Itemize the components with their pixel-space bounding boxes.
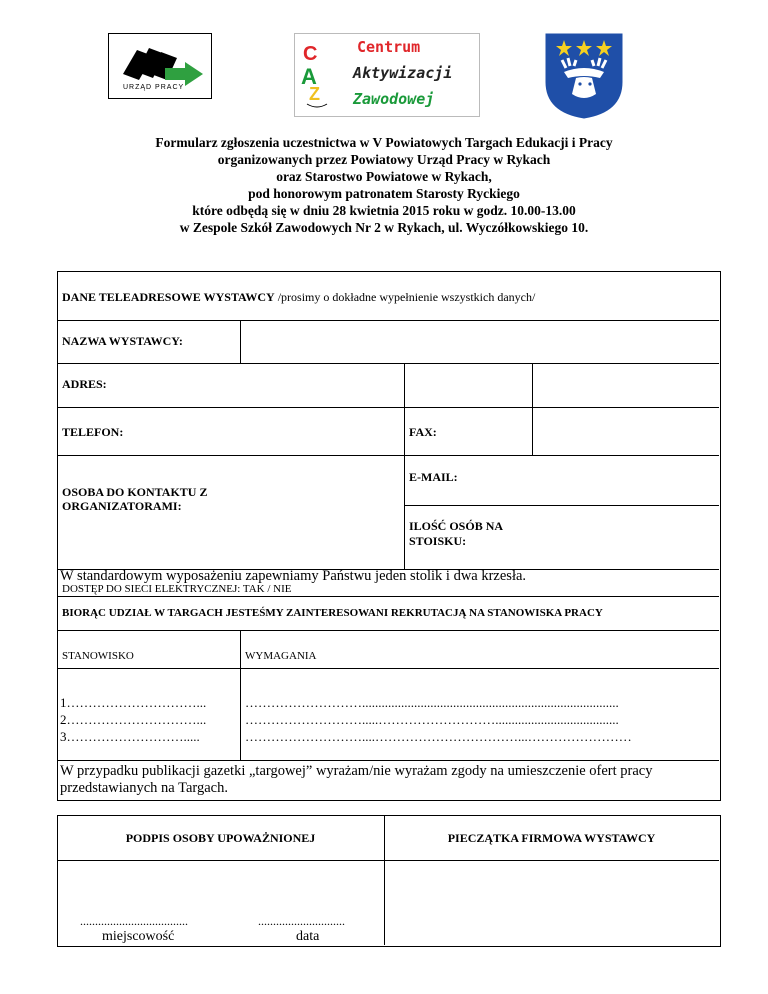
- svg-text:Z: Z: [309, 84, 320, 104]
- centrum-line3: Zawodowej: [353, 90, 435, 108]
- header-line-6: w Zespole Szkół Zawodowych Nr 2 w Rykach, ul. Wyczółkowskiego 10.: [179, 220, 589, 235]
- urzad-pracy-text: URZĄD PRACY: [123, 84, 185, 91]
- row-divider: [57, 455, 719, 456]
- row-divider: [57, 407, 719, 408]
- miejscowosc-dots[interactable]: ....................................: [80, 914, 188, 928]
- col-divider: [240, 320, 241, 363]
- email-label: E-MAIL:: [409, 470, 458, 484]
- requirements-list: [245, 694, 715, 745]
- header-line-2: organizowanych przez Powiatowy Urząd Pracy w Rykach: [217, 152, 551, 167]
- position-3[interactable]: 3……………………….....: [60, 729, 200, 744]
- rekrutacja-label: BIORĄC UDZIAŁ W TARGACH JESTEŚMY ZAINTERESOWANI REKRUTACJĄ NA STANOWISKA PRACY: [62, 607, 603, 619]
- gazetka-consent: W przypadku publikacji gazetki „targowej” wyrażam/nie wyrażam zgody na umieszczenie ofert pracy przedstawianych na Targach.: [60, 763, 653, 796]
- coat-of-arms-icon: [542, 32, 626, 120]
- header-line-5: które odbędą się w dniu 28 kwietnia 2015 roku w godz. 10.00-13.00: [192, 203, 576, 218]
- row-divider: [57, 668, 719, 669]
- svg-text:A: A: [301, 64, 317, 89]
- form-header: [80, 134, 688, 236]
- fax-label: FAX:: [409, 425, 437, 439]
- row-divider: [57, 596, 719, 597]
- osoba-label: OSOBA DO KONTAKTU Z ORGANIZATORAMI:: [62, 485, 208, 513]
- wymagania-header: WYMAGANIA: [245, 650, 317, 662]
- requirement-3[interactable]: ………………………....……………………………...……………………: [245, 729, 632, 744]
- centrum-line1: Centrum: [357, 38, 421, 56]
- requirement-1[interactable]: ………………………...............................................................................: [245, 695, 619, 710]
- podpis-header: PODPIS OSOBY UPOWAŻNIONEJ: [125, 831, 316, 845]
- adres-label: ADRES:: [62, 377, 107, 391]
- position-2[interactable]: 2…………………………...: [60, 712, 207, 727]
- pieczatka-header: PIECZĄTKA FIRMOWA WYSTAWCY: [447, 831, 656, 845]
- urzad-pracy-logo: [108, 33, 212, 99]
- col-divider: [532, 363, 533, 455]
- positions-list: [60, 694, 206, 745]
- row-divider: [57, 630, 719, 631]
- caz-letters-icon: [297, 34, 337, 114]
- data-label: data: [296, 929, 320, 944]
- data-dots[interactable]: .............................: [258, 914, 345, 928]
- position-1[interactable]: 1…………………………...: [60, 695, 207, 710]
- row-divider: [57, 860, 719, 861]
- header-line-4: pod honorowym patronatem Starosty Ryckiego: [248, 186, 520, 201]
- svg-text:C: C: [303, 43, 318, 65]
- standard-note: W standardowym wyposażeniu zapewniamy Państwu jeden stolik i dwa krzesła.: [60, 568, 527, 584]
- header-line-3: oraz Starostwo Powiatowe w Rykach,: [276, 169, 492, 184]
- row-divider: [57, 760, 719, 761]
- header-line-1: Formularz zgłoszenia uczestnictwa w V Powiatowych Targach Edukacji i Pracy: [155, 135, 613, 150]
- crest-logo: [542, 32, 626, 120]
- stanowisko-header: STANOWISKO: [62, 650, 134, 662]
- row-divider: [57, 363, 719, 364]
- centrum-logo: [294, 33, 480, 117]
- nazwa-label: NAZWA WYSTAWCY:: [62, 334, 183, 348]
- section-title: DANE TELEADRESOWE WYSTAWCY /prosimy o dokładne wypełnienie wszystkich danych/: [62, 290, 536, 304]
- centrum-line2: Aktywizacji: [353, 64, 453, 82]
- ilosc-label: ILOŚĆ OSÓB NA STOISKU:: [409, 519, 503, 548]
- col-divider: [404, 363, 405, 569]
- row-divider: [57, 320, 719, 321]
- requirement-2[interactable]: ……………………….....………………………......................................: [245, 712, 619, 727]
- miejscowosc-label: miejscowość: [102, 929, 175, 944]
- dostep-label: DOSTĘP DO SIECI ELEKTRYCZNEJ: TAK / NIE: [62, 583, 292, 595]
- telefon-label: TELEFON:: [62, 425, 124, 439]
- col-divider: [240, 630, 241, 760]
- row-divider: [404, 505, 719, 506]
